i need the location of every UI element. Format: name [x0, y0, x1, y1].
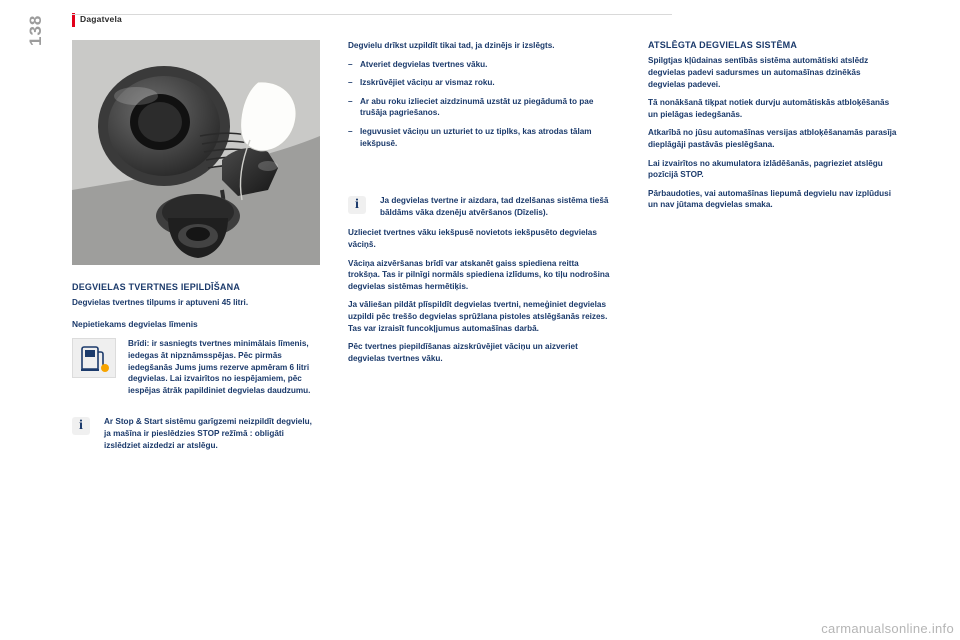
cutoff-para-3: Atkarībā no jūsu automašīnas versijas atbloķēšanamās parasīja dieplāgāji pastāvās pieslēgšana.: [648, 128, 897, 149]
info-icon: i: [348, 196, 366, 214]
diesel-info-note-text: Ja degvielas tvertne ir aizdara, tad dzelšanas sistēma tiešā bāldāms vāka dzenēju atvēršanos (Dīzelis).: [380, 196, 609, 217]
cutoff-para-2: Tā nonākšanā tiķpat notiek durvju automātiskās atbloķēšanās un pielāgas iedegšanās.: [648, 98, 890, 119]
fuel-filler-photo: [72, 40, 320, 265]
filling-steps-list: [348, 59, 610, 150]
cutoff-para-4: Lai izvairītos no akumulatora izlādēšanās, pagrieziet atslēgu pozīcijā STOP.: [648, 158, 883, 180]
column-three: [648, 40, 898, 211]
low-fuel-note: [72, 338, 320, 396]
subheading-low-fuel: Nepietiekams degvielas līmenis: [72, 319, 198, 329]
stopstart-note-text: Ar Stop & Start sistēmu garīgzemi neizpildīt degvielu, ja mašīna ir pieslēdzies STOP režīmā : obligāti izslēdziet aizdedzi ar atslēgu.: [104, 417, 312, 450]
list-item: – Atveriet degvielas tvertnes vāku.: [348, 59, 610, 71]
column-two: [348, 40, 610, 364]
overfill-warning-text: Ja vāliešan pildāt plīspildīt degvielas tvertni, nemeģiniet degvielas uzpildi pēc treššo degvielas sprūžlana pistoles atslēgšanās reizes. Tas var izraisīt funcokļjumus automašīnas darbā.: [348, 300, 608, 333]
section-heading-filling: DEGVIELAS TVERTNES IEPILDĪŠANA: [72, 282, 241, 292]
cutoff-para-5: Pārbaudoties, vai automašīnas liepumā degvielu nav izplūdusi un nav jūtama degvielas smaka.: [648, 188, 891, 210]
tank-capacity-text: Degvielas tvertnes tilpums ir aptuveni 45 litri.: [72, 298, 249, 308]
list-item: – Ar abu roku izlieciet aizdzinumā uzstāt uz piegādumā to pae trušāja pagriešanos.: [348, 96, 610, 119]
header-accent-bar: [72, 13, 75, 27]
footer-watermark: carmanualsonline.info: [821, 621, 954, 636]
header-title: Dagatvela: [80, 14, 122, 24]
cutoff-para-1: Spilgtjas kļūdainas sentībās sistēma automātiski atslēdz degvielas padevi sadursmes un automašīnas dzinēkās degvielas padevei.: [648, 56, 869, 89]
info-icon: i: [72, 417, 90, 435]
close-cap-text: Pēc tvertnes piepildīšanas aizskrūvējiet vāciņu un aizveriet degvielas tvertnes vāku.: [348, 342, 578, 363]
fuel-pump-icon: [72, 338, 116, 381]
page-number: 138: [26, 14, 45, 46]
stopstart-note: [72, 416, 320, 451]
pressure-noise-text: Vāciņa aizvēršanas brīdī var atskanēt gaiss spiediena reitta trokšņa. Tas ir pilnīgi normāls spiediena izlīdums, ko tiļu nodrošina degvielas sistēmas hermētiķis.: [348, 258, 610, 291]
cap-storage-text: Uzlieciet tvertnes vāku iekšpusē novietots iekšpusēto degvielas vāciņš.: [348, 228, 597, 249]
list-item: – Izskrūvējiet vāciņu ar vismaz roku.: [348, 77, 610, 89]
engine-off-text: Degvielu drīkst uzpildīt tikai tad, ja dzinējs ir izslēgts.: [348, 41, 555, 50]
column-one: [72, 282, 320, 460]
low-fuel-note-text: Brīdi: ir sasniegts tvertnes minimālais līmenis, iedegas āt nipznāmsspējas. Pēc pirmās iedegšanās Jums jums rezerve apmēram 6 litri degvielas. Lai izvairītos no iespējamiem, pēc iespējas ātrāk papildiniet degvielas daudzumu.: [128, 339, 311, 395]
diesel-info-note: [348, 195, 610, 218]
header-divider: [72, 14, 672, 15]
list-item: – Ieguvusiet vāciņu un uzturiet to uz tiplks, kas atrodas tālam iekšpusē.: [348, 126, 610, 149]
section-heading-fuel-cutoff: ATSLĒGTA DEGVIELAS SISTĒMA: [648, 40, 798, 50]
